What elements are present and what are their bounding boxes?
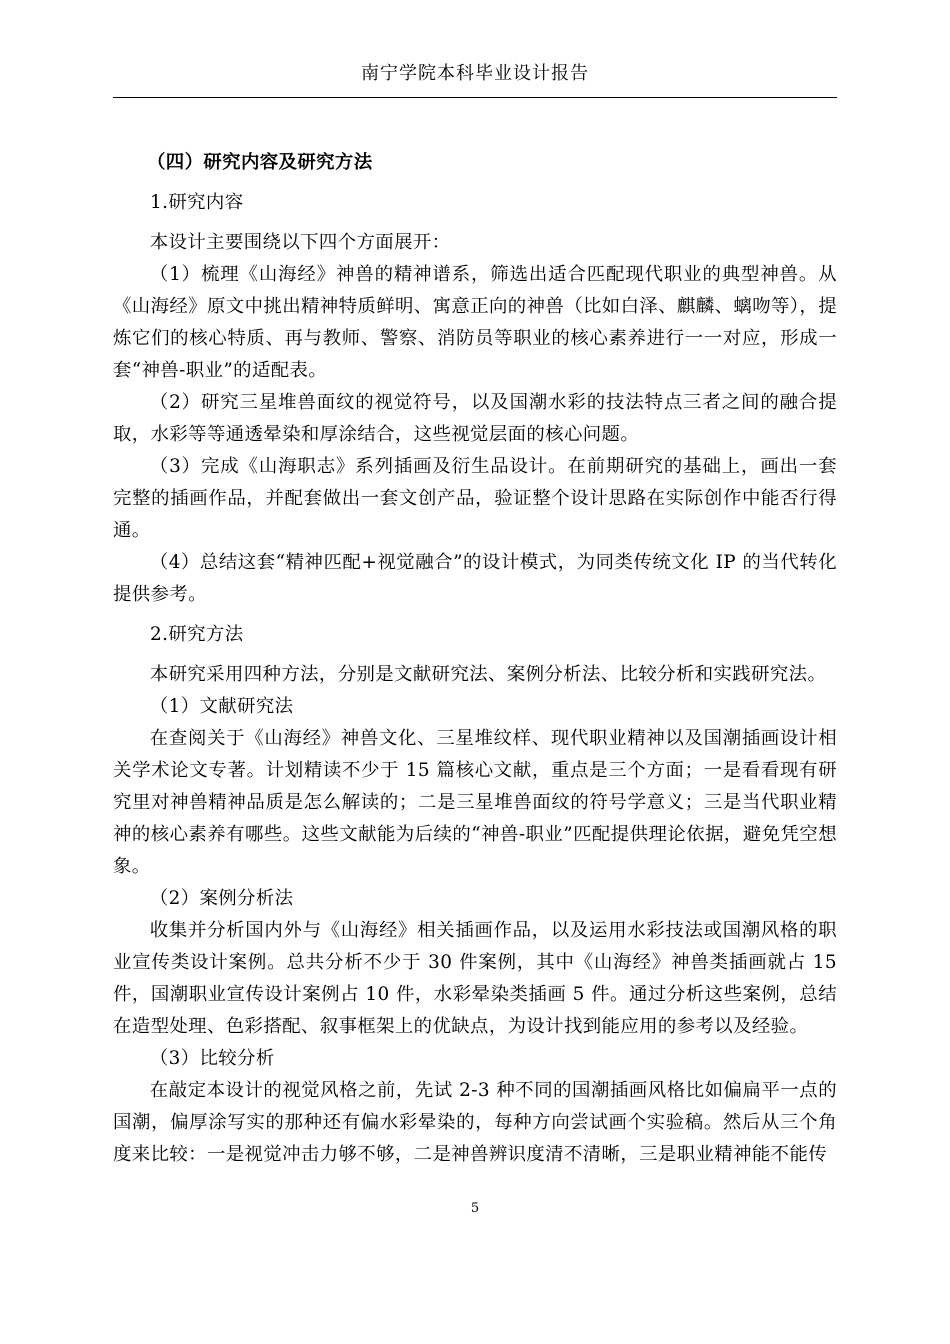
methods-heading: 2.研究方法	[150, 624, 244, 645]
header-rule	[113, 97, 837, 98]
content-item-3: （3）完成《山海职志》系列插画及衍生品设计。在前期研究的基础上，画出一套完整的插画作品，并配套做出一套文创产品，验证整个设计思路在实际创作中能否行得通。	[113, 456, 837, 541]
comparison-method-text: 在敲定本设计的视觉风格之前，先试 2-3 种不同的国潮插画风格比如偏扁平一点的国潮，偏厚涂写实的那种还有偏水彩晕染的，每种方向尝试画个实验稿。然后从三个角度来比较：一是视觉冲击力够不够，二是神兽辨识度清不清晰，三是职业精神能不能传	[113, 1080, 837, 1165]
page-header: 南宁学院本科毕业设计报告	[361, 63, 589, 84]
content-heading: 1.研究内容	[150, 192, 244, 213]
case-method-heading: （2）案例分析法	[149, 888, 294, 909]
page-body	[113, 147, 837, 1171]
literature-method-heading: （1）文献研究法	[149, 696, 294, 717]
methods-intro: 本研究采用四种方法，分别是文献研究法、案例分析法、比较分析和实践研究法。	[149, 664, 827, 685]
comparison-method-heading: （3）比较分析	[149, 1048, 275, 1069]
literature-method-text: 在查阅关于《山海经》神兽文化、三星堆纹样、现代职业精神以及国潮插画设计相关学术论文专著。计划精读不少于 15 篇核心文献，重点是三个方面；一是看看现有研究里对神兽精神品质是怎么解读的；二是三星堆兽面纹的符号学意义；三是当代职业精神的核心素养有哪些。这些文献能为后续的“神兽-职业”匹配提供理论依据，避免凭空想象。	[113, 728, 837, 877]
section-title: （四）研究内容及研究方法	[147, 152, 373, 173]
content-item-4: （4）总结这套“精神匹配+视觉融合”的设计模式，为同类传统文化 IP 的当代转化提供参考。	[113, 552, 837, 605]
content-item-2: （2）研究三星堆兽面纹的视觉符号，以及国潮水彩的技法特点三者之间的融合提取，水彩等等通透晕染和厚涂结合，这些视觉层面的核心问题。	[113, 392, 837, 445]
case-method-text: 收集并分析国内外与《山海经》相关插画作品，以及运用水彩技法或国潮风格的职业宣传类设计案例。总共分析不少于 30 件案例，其中《山海经》神兽类插画就占 15 件，国潮职业宣传设计案例占 10 件，水彩晕染类插画 5 件。通过分析这些案例，总结在造型处理、色彩搭配、叙事框架上的优缺点，为设计找到能应用的参考以及经验。	[113, 920, 837, 1037]
content-intro: 本设计主要围绕以下四个方面展开：	[149, 232, 451, 253]
content-item-1: （1）梳理《山海经》神兽的精神谱系，筛选出适合匹配现代职业的典型神兽。从《山海经》原文中挑出精神特质鲜明、寓意正向的神兽（比如白泽、麒麟、螭吻等），提炼它们的核心特质、再与教师、警察、消防员等职业的核心素养进行一一对应，形成一套“神兽-职业”的适配表。	[113, 264, 837, 381]
page-number: 5	[470, 1201, 480, 1216]
